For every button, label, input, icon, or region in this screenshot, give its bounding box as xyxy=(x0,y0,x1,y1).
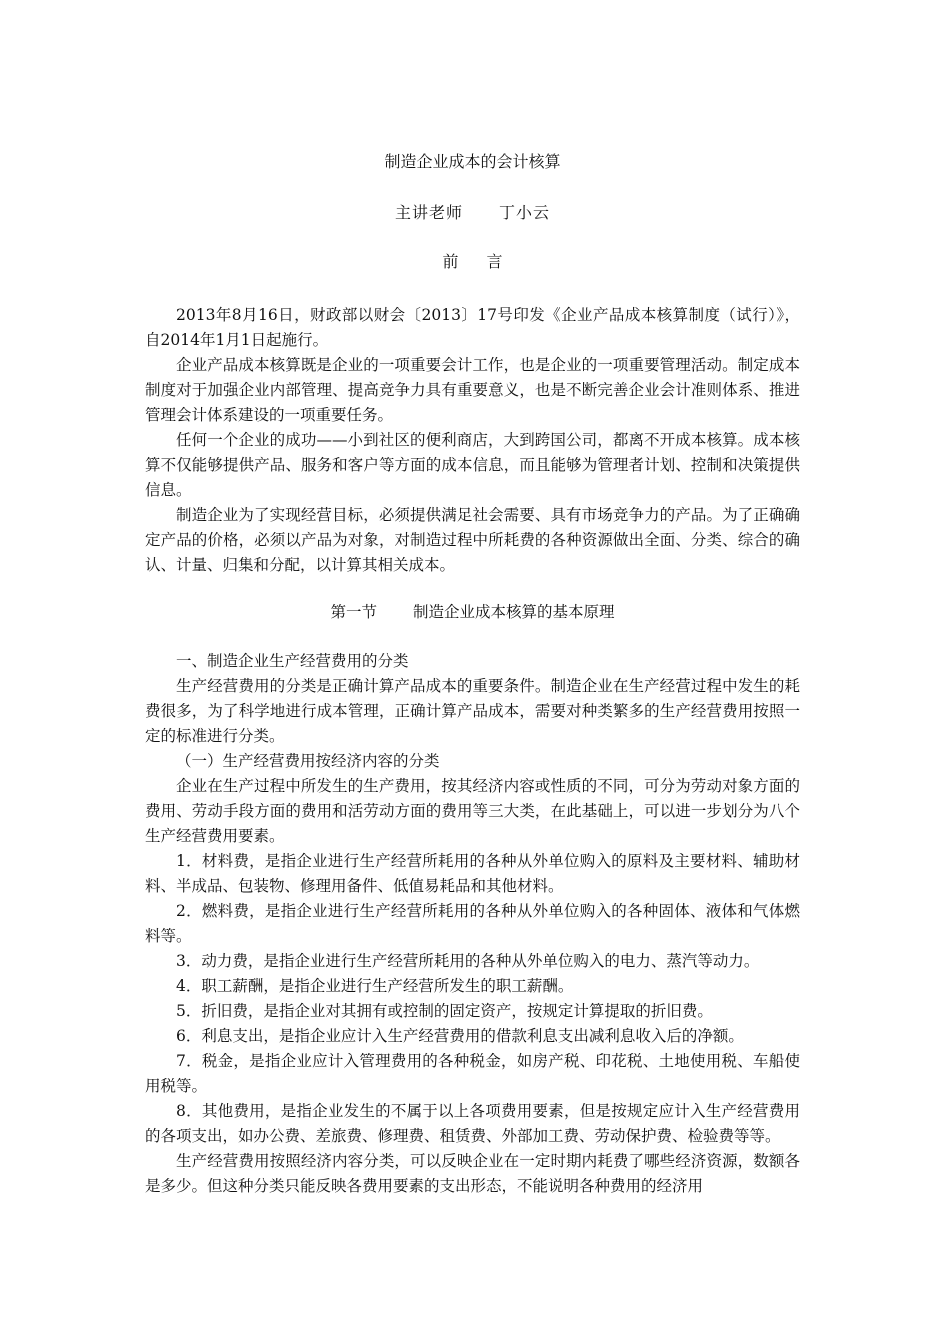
cost-element-item-6: 6．利息支出，是指企业应计入生产经营费用的借款利息支出减利息收入后的净额。 xyxy=(176,1027,744,1045)
section-subheading-1: 一、制造企业生产经营费用的分类 xyxy=(176,652,409,670)
cost-element-item-4: 4．职工薪酬，是指企业进行生产经营所发生的职工薪酬。 xyxy=(176,977,574,995)
section-number: 第一节 xyxy=(330,603,377,621)
cost-element-item-1: 1．材料费，是指企业进行生产经营所耗用的各种从外单位购入的原料及主要材料、辅助材料、半成品、包装物、修理用备件、低值易耗品和其他材料。 xyxy=(145,852,800,895)
lecturer-line xyxy=(145,201,800,225)
lecturer-label: 主讲老师 xyxy=(394,203,463,222)
cost-element-item-3: 3．动力费，是指企业进行生产经营所耗用的各种从外单位购入的电力、蒸汽等动力。 xyxy=(176,952,760,970)
section-title: 制造企业成本核算的基本原理 xyxy=(413,603,615,621)
section-subheading-2: （一）生产经营费用按经济内容的分类 xyxy=(176,752,440,770)
preface-heading xyxy=(145,249,800,275)
preface-char-1: 前 xyxy=(442,252,459,271)
cost-element-item-8: 8．其他费用，是指企业发生的不属于以上各项费用要素，但是按规定应计入生产经营费用的各项支出，如办公费、差旅费、修理费、租赁费、外部加工费、劳动保护费、检验费等等。 xyxy=(145,1102,800,1145)
preface-char-2: 言 xyxy=(486,252,503,271)
preface-paragraph-3: 任何一个企业的成功——小到社区的便利商店，大到跨国公司，都离不开成本核算。成本核算不仅能够提供产品、服务和客户等方面的成本信息，而且能够为管理者计划、控制和决策提供信息。 xyxy=(145,431,800,499)
cost-element-item-5: 5．折旧费，是指企业对其拥有或控制的固定资产，按规定计算提取的折旧费。 xyxy=(176,1002,713,1020)
preface-paragraph-4: 制造企业为了实现经营目标，必须提供满足社会需要、具有市场竞争力的产品。为了正确确定产品的价格，必须以产品为对象，对制造过程中所耗费的各种资源做出全面、分类、综合的确认、计量、归集和分配，以计算其相关成本。 xyxy=(145,506,800,574)
preface-paragraph-1: 2013年8月16日，财政部以财会〔2013〕17号印发《企业产品成本核算制度（试行）》，自2014年1月1日起施行。 xyxy=(145,306,800,349)
section-paragraph: 企业在生产过程中所发生的生产费用，按其经济内容或性质的不同，可分为劳动对象方面的费用、劳动手段方面的费用和活劳动方面的费用等三大类，在此基础上，可以进一步划分为八个生产经营费用要素。 xyxy=(145,777,800,845)
section-paragraph-final: 生产经营费用按照经济内容分类，可以反映企业在一定时期内耗费了哪些经济资源，数额各是多少。但这种分类只能反映各费用要素的支出形态，不能说明各种费用的经济用 xyxy=(145,1152,800,1195)
cost-element-item-2: 2．燃料费，是指企业进行生产经营所耗用的各种从外单位购入的各种固体、液体和气体燃料等。 xyxy=(145,902,800,945)
preface-paragraph-2: 企业产品成本核算既是企业的一项重要会计工作，也是企业的一项重要管理活动。制定成本制度对于加强企业内部管理、提高竞争力具有重要意义，也是不断完善企业会计准则体系、推进管理会计体系建设的一项重要任务。 xyxy=(145,356,800,424)
document-title: 制造企业成本的会计核算 xyxy=(384,152,561,171)
section-heading xyxy=(145,600,800,625)
preface-body xyxy=(145,303,800,1199)
cost-element-item-7: 7．税金，是指企业应计入管理费用的各种税金，如房产税、印花税、土地使用税、车船使用税等。 xyxy=(145,1052,800,1095)
lecturer-name: 丁小云 xyxy=(499,203,551,222)
section-paragraph: 生产经营费用的分类是正确计算产品成本的重要条件。制造企业在生产经营过程中发生的耗费很多，为了科学地进行成本管理，正确计算产品成本，需要对种类繁多的生产经营费用按照一定的标准进行分类。 xyxy=(145,677,800,745)
